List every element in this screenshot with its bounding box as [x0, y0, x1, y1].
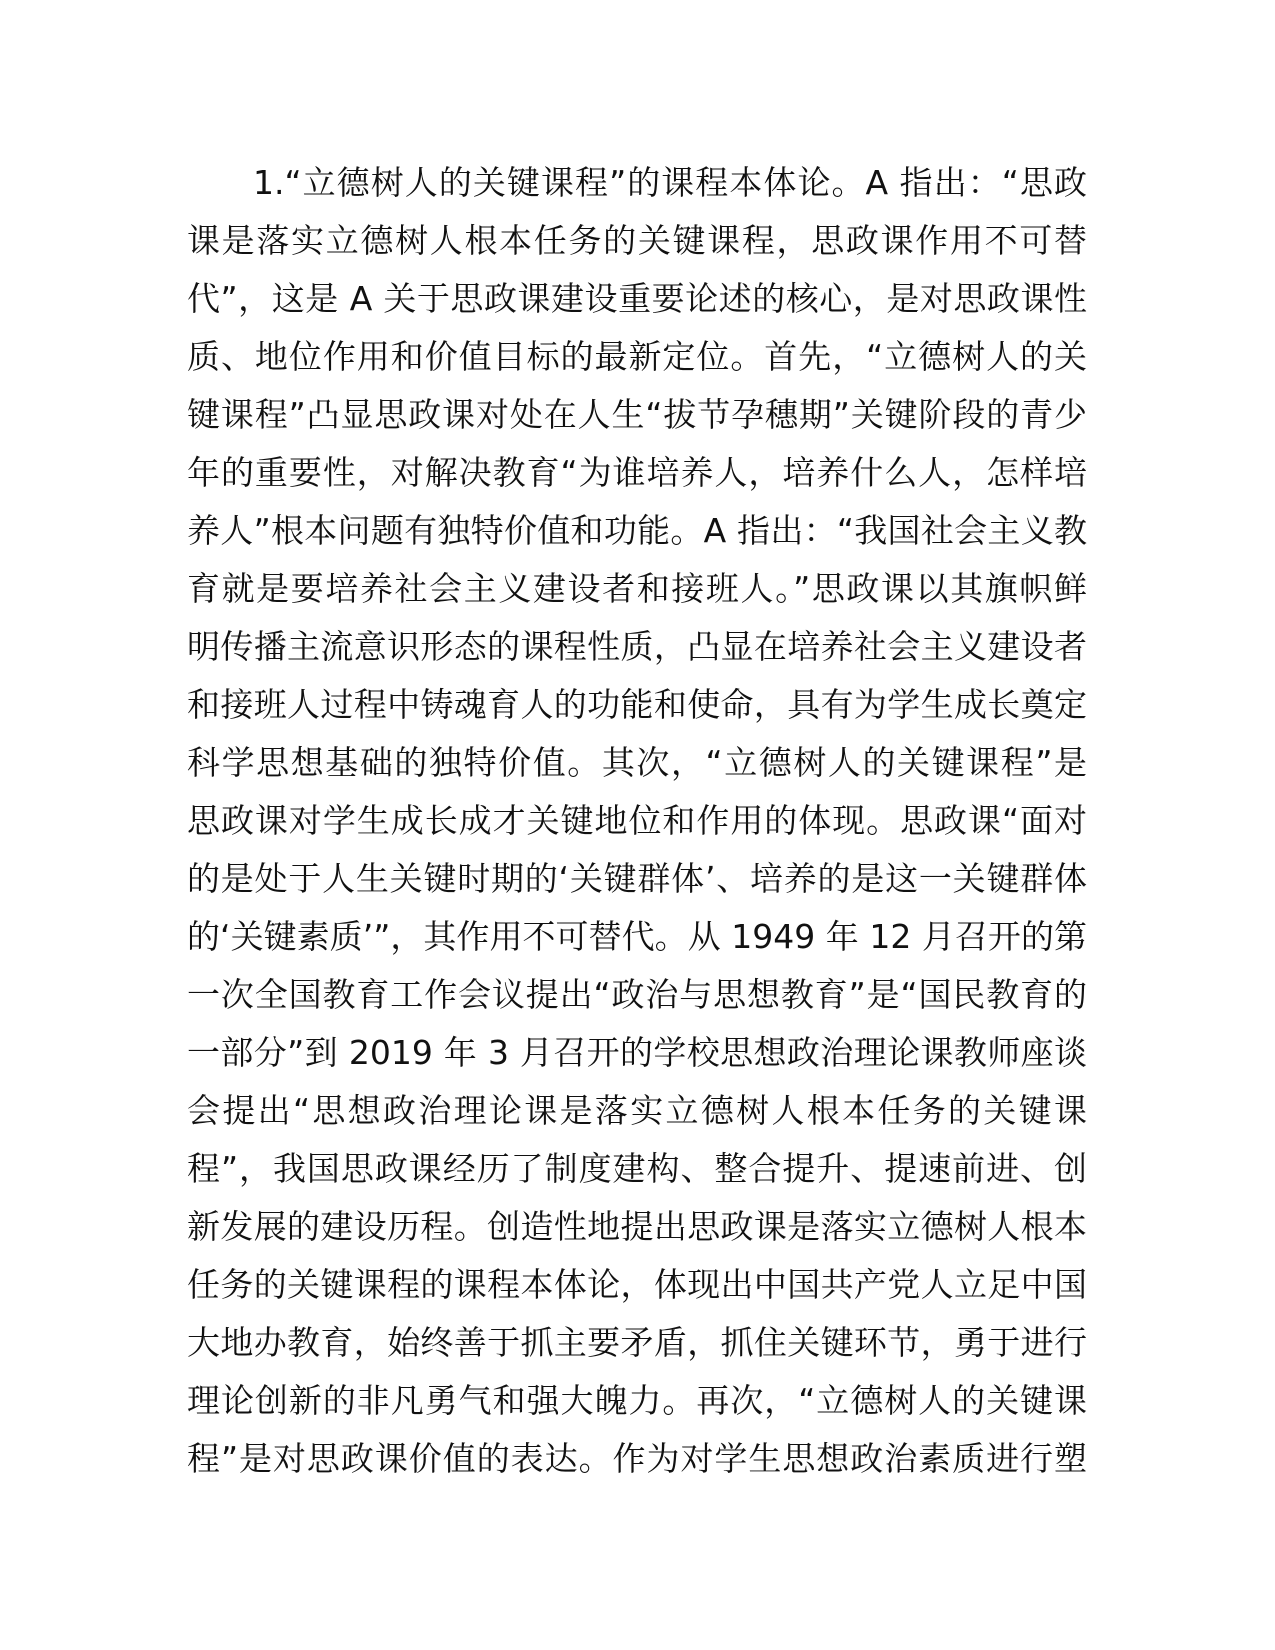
text-line: 一部分”到 2019 年 3 月召开的学校思想政治理论课教师座谈 [187, 1033, 1087, 1072]
text-line: 年的重要性，对解决教育“为谁培养人，培养什么人，怎样培 [187, 453, 1087, 492]
text-line: 的是处于人生关键时期的‘关键群体’、培养的是这一关键群体 [187, 859, 1087, 898]
text-line: 会提出“思想政治理论课是落实立德树人根本任务的关键课 [187, 1091, 1087, 1130]
text-line: 键课程”凸显思政课对处在人生“拔节孕穗期”关键阶段的青少 [187, 395, 1087, 434]
text-line: 理论创新的非凡勇气和强大魄力。再次，“立德树人的关键课 [187, 1381, 1087, 1420]
text-line: 育就是要培养社会主义建设者和接班人。”思政课以其旗帜鲜 [187, 569, 1087, 608]
text-line: 程”，我国思政课经历了制度建构、整合提升、提速前进、创 [187, 1149, 1087, 1188]
text-line: 养人”根本问题有独特价值和功能。A 指出：“我国社会主义教 [187, 511, 1087, 550]
text-line: 1.“立德树人的关键课程”的课程本体论。A 指出：“思政 [253, 163, 1087, 202]
body-paragraph [187, 154, 1087, 1488]
text-line: 质、地位作用和价值目标的最新定位。首先，“立德树人的关 [187, 337, 1087, 376]
text-line: 思政课对学生成长成才关键地位和作用的体现。思政课“面对 [187, 801, 1087, 840]
text-line: 代”，这是 A 关于思政课建设重要论述的核心，是对思政课性 [187, 279, 1087, 318]
text-line: 课是落实立德树人根本任务的关键课程，思政课作用不可替 [187, 221, 1087, 260]
text-line: 科学思想基础的独特价值。其次，“立德树人的关键课程”是 [187, 743, 1087, 782]
text-line: 大地办教育，始终善于抓主要矛盾，抓住关键环节，勇于进行 [187, 1323, 1087, 1362]
text-line: 和接班人过程中铸魂育人的功能和使命，具有为学生成长奠定 [187, 685, 1087, 724]
text-line: 程”是对思政课价值的表达。作为对学生思想政治素质进行塑 [187, 1439, 1087, 1478]
text-line: 的‘关键素质’”，其作用不可替代。从 1949 年 12 月召开的第 [187, 917, 1087, 956]
text-line: 一次全国教育工作会议提出“政治与思想教育”是“国民教育的 [187, 975, 1087, 1014]
text-line: 明传播主流意识形态的课程性质，凸显在培养社会主义建设者 [187, 627, 1087, 666]
text-line: 新发展的建设历程。创造性地提出思政课是落实立德树人根本 [187, 1207, 1087, 1246]
text-line: 任务的关键课程的课程本体论，体现出中国共产党人立足中国 [187, 1265, 1087, 1304]
